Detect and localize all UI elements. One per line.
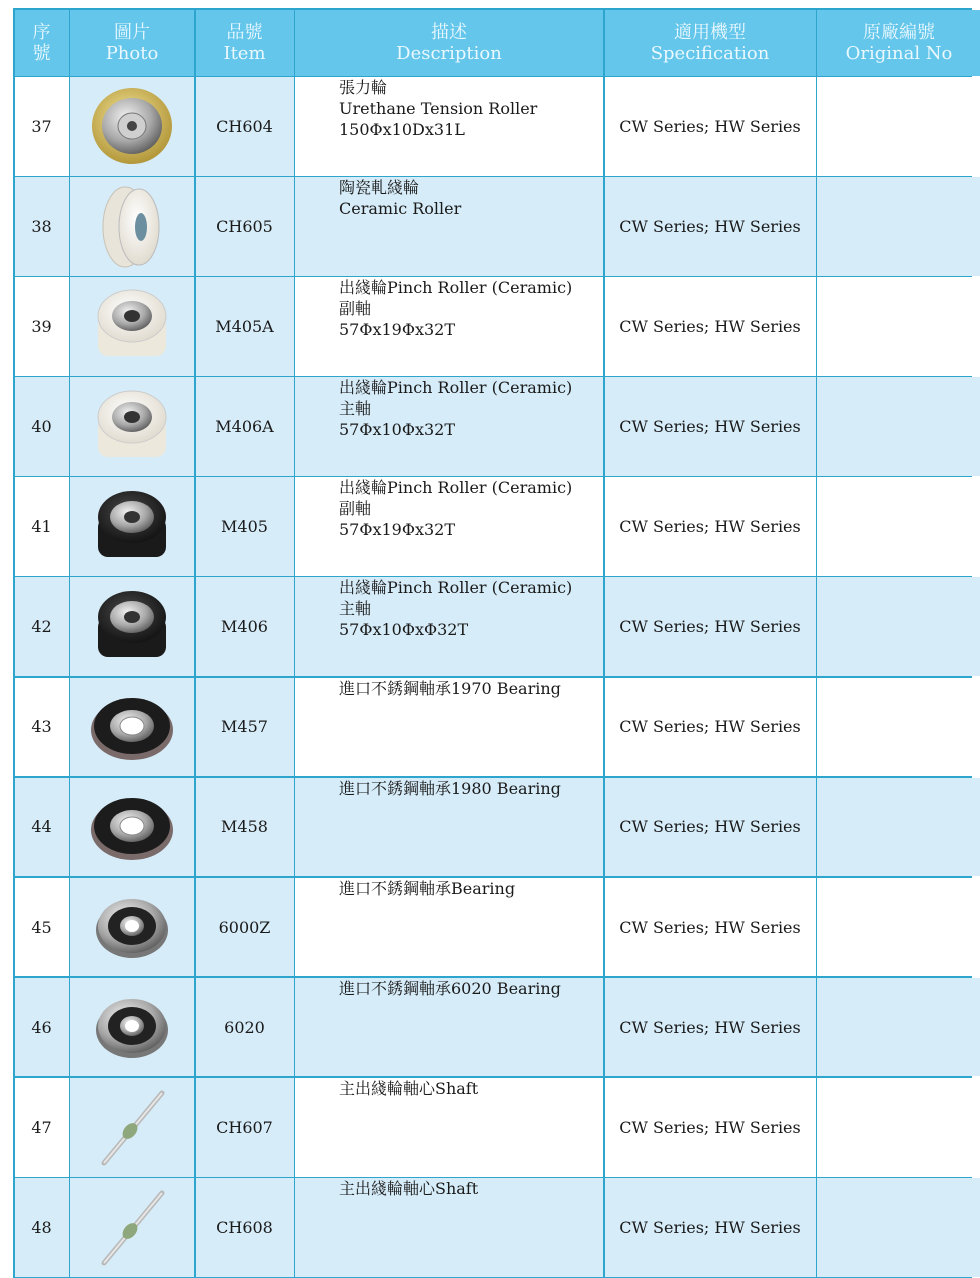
product-photo bbox=[70, 277, 194, 376]
description-line: 57Φx10Φx32T bbox=[339, 420, 456, 440]
header-no-line2: 號 bbox=[32, 42, 51, 64]
specification: CW Series; HW Series bbox=[605, 678, 816, 777]
product-photo bbox=[70, 477, 194, 576]
product-photo bbox=[70, 678, 194, 777]
product-photo bbox=[70, 577, 194, 676]
original-no bbox=[817, 1078, 980, 1177]
specification: CW Series; HW Series bbox=[605, 1178, 816, 1277]
description-line: 出綫輪Pinch Roller (Ceramic) bbox=[339, 378, 573, 398]
description-line: 出綫輪Pinch Roller (Ceramic) bbox=[339, 278, 573, 298]
description-line: 進口不銹鋼軸承6020 Bearing bbox=[339, 978, 561, 998]
description-line: 主軸 bbox=[339, 399, 372, 419]
header-original-no bbox=[817, 10, 980, 76]
description-line: 57Φx19Φx32T bbox=[339, 520, 456, 540]
description-line: 57Φx19Φx32T bbox=[339, 320, 456, 340]
description-line: 副軸 bbox=[339, 299, 372, 319]
header-original-no-zh: 原廠編號 bbox=[863, 21, 935, 43]
ball-bearing-icon bbox=[94, 894, 170, 960]
ball-bearing-icon bbox=[94, 994, 170, 1060]
item-code: M457 bbox=[196, 678, 294, 777]
header-photo-zh: 圖片 bbox=[114, 21, 150, 43]
item-code: CH608 bbox=[196, 1178, 294, 1277]
item-code: 6000Z bbox=[196, 878, 294, 977]
row-number: 45 bbox=[15, 878, 69, 977]
item-code: 6020 bbox=[196, 978, 294, 1077]
black-pinch-roller-icon bbox=[92, 487, 172, 567]
product-photo bbox=[70, 377, 194, 476]
description-line: 57Φx10ΦxΦ32T bbox=[339, 620, 469, 640]
specification: CW Series; HW Series bbox=[605, 477, 816, 576]
specification: CW Series; HW Series bbox=[605, 878, 816, 977]
item-code: CH607 bbox=[196, 1078, 294, 1177]
row-number: 40 bbox=[15, 377, 69, 476]
item-code: M406A bbox=[196, 377, 294, 476]
row-number: 41 bbox=[15, 477, 69, 576]
original-no bbox=[817, 477, 980, 576]
product-photo bbox=[70, 1178, 194, 1277]
shaft-icon bbox=[92, 1085, 172, 1169]
item-code: M458 bbox=[196, 778, 294, 877]
description bbox=[295, 778, 603, 877]
header-description-zh: 描述 bbox=[431, 21, 467, 43]
original-no bbox=[817, 878, 980, 977]
original-no bbox=[817, 377, 980, 476]
original-no bbox=[817, 277, 980, 376]
row-number: 48 bbox=[15, 1178, 69, 1277]
item-code: CH605 bbox=[196, 177, 294, 276]
product-photo bbox=[70, 177, 194, 276]
product-photo bbox=[70, 778, 194, 877]
description bbox=[295, 878, 603, 977]
product-photo bbox=[70, 978, 194, 1077]
row-number: 38 bbox=[15, 177, 69, 276]
original-no bbox=[817, 978, 980, 1077]
header-photo bbox=[70, 10, 194, 76]
description bbox=[295, 77, 603, 176]
description-line: 進口不銹鋼軸承Bearing bbox=[339, 878, 516, 898]
shaft-icon bbox=[92, 1185, 172, 1269]
row-number: 44 bbox=[15, 778, 69, 877]
original-no bbox=[817, 778, 980, 877]
description bbox=[295, 1078, 603, 1177]
description bbox=[295, 978, 603, 1077]
description-line: 進口不銹鋼軸承1970 Bearing bbox=[339, 678, 561, 698]
specification: CW Series; HW Series bbox=[605, 978, 816, 1077]
description-line: 張力輪 bbox=[339, 78, 388, 97]
item-code: M405 bbox=[196, 477, 294, 576]
product-photo bbox=[70, 878, 194, 977]
header-item-zh: 品號 bbox=[226, 21, 263, 43]
specification: CW Series; HW Series bbox=[605, 277, 816, 376]
description bbox=[295, 577, 603, 676]
description-line: 主軸 bbox=[339, 599, 372, 619]
row-number: 37 bbox=[15, 77, 69, 176]
header-photo-en: Photo bbox=[105, 42, 159, 64]
description bbox=[295, 678, 603, 777]
white-pinch-roller-icon bbox=[92, 387, 172, 467]
description bbox=[295, 377, 603, 476]
row-number: 46 bbox=[15, 978, 69, 1077]
header-specification bbox=[605, 10, 816, 76]
row-number: 39 bbox=[15, 277, 69, 376]
description-line: Urethane Tension Roller bbox=[339, 99, 538, 118]
flanged-bearing-icon bbox=[89, 692, 175, 762]
black-pinch-roller-icon bbox=[92, 587, 172, 667]
item-code: CH604 bbox=[196, 77, 294, 176]
header-no bbox=[15, 10, 69, 76]
specification: CW Series; HW Series bbox=[605, 77, 816, 176]
header-specification-en: Specification bbox=[650, 42, 770, 64]
parts-table bbox=[13, 8, 972, 1278]
header-no-line1: 序 bbox=[32, 21, 51, 43]
item-code: M405A bbox=[196, 277, 294, 376]
original-no bbox=[817, 678, 980, 777]
header-original-no-en: Original No bbox=[845, 42, 953, 64]
header-description-en: Description bbox=[396, 42, 502, 64]
product-photo bbox=[70, 77, 194, 176]
specification: CW Series; HW Series bbox=[605, 577, 816, 676]
description-line: 進口不銹鋼軸承1980 Bearing bbox=[339, 778, 561, 798]
header-item-en: Item bbox=[223, 42, 266, 64]
description-line: 副軸 bbox=[339, 499, 372, 519]
description bbox=[295, 277, 603, 376]
header-item bbox=[196, 10, 294, 76]
urethane-tension-roller-icon bbox=[87, 84, 177, 168]
description-line: Ceramic Roller bbox=[339, 199, 462, 219]
row-number: 42 bbox=[15, 577, 69, 676]
specification: CW Series; HW Series bbox=[605, 377, 816, 476]
row-number: 43 bbox=[15, 678, 69, 777]
description-line: 出綫輪Pinch Roller (Ceramic) bbox=[339, 478, 573, 498]
row-number: 47 bbox=[15, 1078, 69, 1177]
original-no bbox=[817, 1178, 980, 1277]
description-line: 150Φx10Dx31L bbox=[339, 120, 465, 139]
item-code: M406 bbox=[196, 577, 294, 676]
description bbox=[295, 1178, 603, 1277]
flanged-bearing-icon bbox=[89, 792, 175, 862]
description bbox=[295, 477, 603, 576]
original-no bbox=[817, 177, 980, 276]
description-line: 主出綫輪軸心Shaft bbox=[339, 1179, 479, 1199]
specification: CW Series; HW Series bbox=[605, 778, 816, 877]
original-no bbox=[817, 577, 980, 676]
original-no bbox=[817, 77, 980, 176]
white-pinch-roller-icon bbox=[92, 286, 172, 366]
description-line: 出綫輪Pinch Roller (Ceramic) bbox=[339, 578, 573, 598]
description-line: 陶瓷軋綫輪 bbox=[339, 178, 420, 198]
product-photo bbox=[70, 1078, 194, 1177]
ceramic-roller-icon bbox=[87, 183, 177, 269]
description bbox=[295, 177, 603, 276]
specification: CW Series; HW Series bbox=[605, 177, 816, 276]
header-specification-zh: 適用機型 bbox=[674, 21, 746, 43]
header-description bbox=[295, 10, 603, 76]
specification: CW Series; HW Series bbox=[605, 1078, 816, 1177]
description-line: 主出綫輪軸心Shaft bbox=[339, 1078, 479, 1098]
